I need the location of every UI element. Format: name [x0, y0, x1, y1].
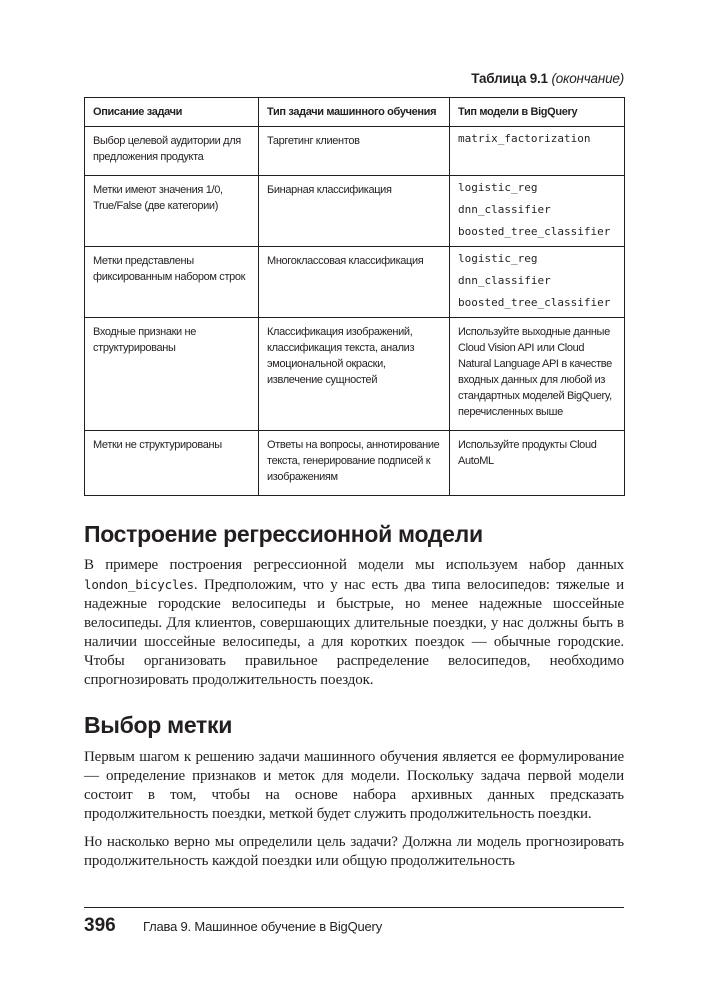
ml-task-table — [84, 97, 625, 496]
cell-ml-task-type: Многоклассовая классификация — [259, 247, 450, 318]
table-caption-number: Таблица 9.1 — [471, 71, 548, 86]
dataset-name-code: london_bicycles — [84, 577, 194, 592]
cell-task-description: Метки имеют значения 1/0, True/False (две категории) — [85, 176, 259, 247]
table-caption-continuation: (окончание) — [551, 71, 624, 86]
paragraph-label-question: Но насколько верно мы определили цель задачи? Должна ли модель прогнозировать продолжительность каждой поездки или общую продолжительность — [84, 834, 624, 869]
table-row — [85, 176, 625, 247]
model-name-code: dnn_classifier — [458, 274, 551, 287]
model-name-code: boosted_tree_classifier — [458, 225, 611, 238]
table-row — [85, 247, 625, 318]
page-number: 396 — [84, 915, 116, 936]
model-name-code: logistic_reg — [458, 181, 538, 194]
cell-bigquery-recommendation: Используйте выходные данные Cloud Vision API или Cloud Natural Language API в качестве входных данных для любой из стандартных моделей BigQuery, перечисленных выше — [450, 318, 625, 431]
cell-ml-task-type: Бинарная классификация — [259, 176, 450, 247]
heading-regression-model: Построение регрессионной модели — [84, 521, 483, 547]
cell-task-description: Выбор целевой аудитории для предложения продукта — [85, 127, 259, 176]
model-name-code: matrix_factorization — [458, 132, 591, 145]
paragraph-label-formulation: Первым шагом к решению задачи машинного обучения является ее формулирование — определение признаков и меток для модели. Поскольку задача первой модели состоит в том, чтобы на основе набора архивных данных предсказать продолжительность поездки, меткой будет служить продолжительность поездки. — [84, 749, 624, 822]
cell-ml-task-type: Таргетинг клиентов — [259, 127, 450, 176]
paragraph-regression-intro — [84, 556, 624, 690]
cell-bigquery-models — [450, 247, 625, 318]
table-row — [85, 318, 625, 431]
header-bigquery-model-type: Тип модели в BigQuery — [450, 98, 625, 127]
cell-task-description: Метки не структурированы — [85, 431, 259, 496]
model-name-code: boosted_tree_classifier — [458, 296, 611, 309]
model-name-code: dnn_classifier — [458, 203, 551, 216]
header-task-description: Описание задачи — [85, 98, 259, 127]
table-row — [85, 431, 625, 496]
running-footer-chapter: Глава 9. Машинное обучение в BigQuery — [143, 919, 382, 934]
table-header-row — [85, 98, 625, 127]
cell-task-description: Входные признаки не структурированы — [85, 318, 259, 431]
cell-task-description: Метки представлены фиксированным набором строк — [85, 247, 259, 318]
heading-label-selection: Выбор метки — [84, 712, 233, 738]
paragraph-text: . Предположим, что у нас есть два типа велосипедов: тяжелые и надежные городские велосипеды и быстрые, но менее надежные шоссейные велосипеды. Для клиентов, совершающих длительные поездки, у нас должны быть в наличии шоссейные велосипеды, а для коротких поездок — обычные городские. Чтобы организовать правильное распределение велосипедов, необходимо спрогнозировать продолжительность поездок. — [84, 577, 624, 688]
cell-ml-task-type: Ответы на вопросы, аннотирование текста, генерирование подписей к изображениям — [259, 431, 450, 496]
table-caption — [471, 71, 624, 86]
model-name-code: logistic_reg — [458, 252, 538, 265]
header-ml-task-type: Тип задачи машинного обучения — [259, 98, 450, 127]
cell-bigquery-recommendation: Используйте продукты Cloud AutoML — [450, 431, 625, 496]
cell-bigquery-models — [450, 127, 625, 176]
table-row — [85, 127, 625, 176]
table-body — [85, 127, 625, 496]
paragraph-text: В примере построения регрессионной модели мы используем набор данных — [84, 557, 624, 573]
cell-ml-task-type: Классификация изображений, классификация текста, анализ эмоциональной окраски, извлечение сущностей — [259, 318, 450, 431]
footer-rule — [84, 907, 624, 908]
cell-bigquery-models — [450, 176, 625, 247]
